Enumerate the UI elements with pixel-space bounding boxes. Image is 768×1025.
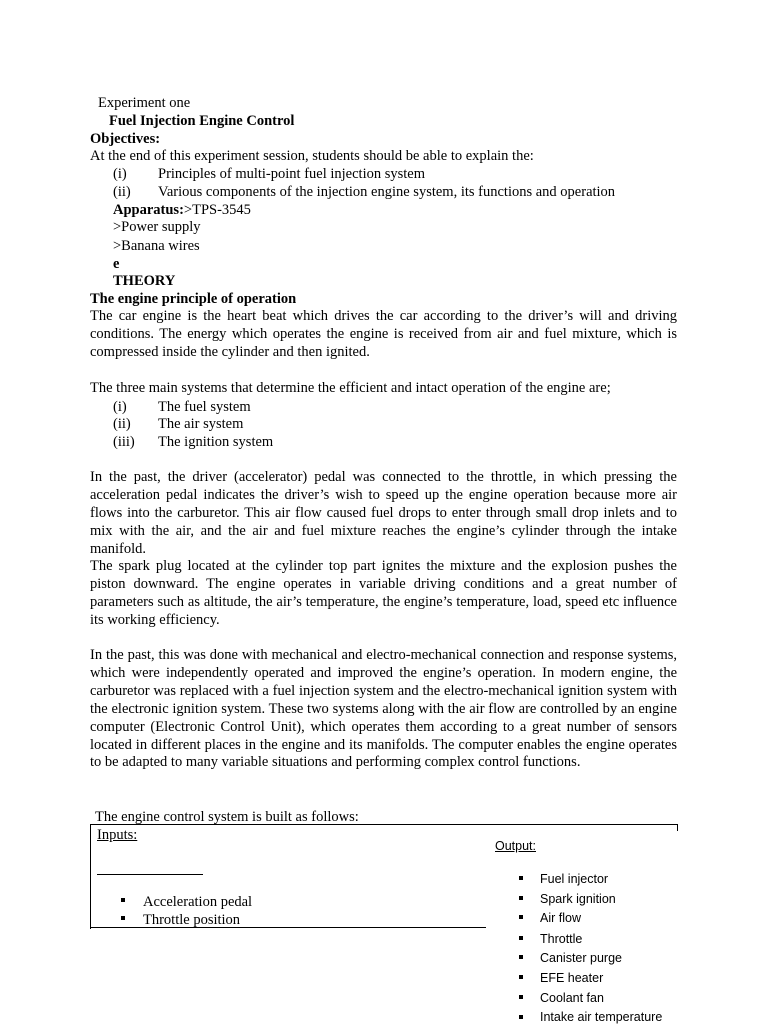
apparatus-label: Apparatus:: [113, 202, 184, 218]
bullet-icon: [519, 876, 523, 880]
control-system-intro: The engine control system is built as follows:: [95, 809, 359, 825]
objective-text: Principles of multi-point fuel injection system: [158, 166, 426, 182]
stray-character: e: [113, 256, 120, 272]
bullet-icon: [519, 915, 523, 919]
system-number: (ii): [113, 416, 131, 432]
objectives-intro: At the end of this experiment session, students should be able to explain the:: [90, 148, 534, 164]
system-text: The air system: [158, 416, 244, 432]
bullet-icon: [519, 936, 523, 940]
bullet-icon: [519, 896, 523, 900]
theory-paragraph-4: The spark plug located at the cylinder top part ignites the mixture and the explosion pushes the piston downward. The engine operates in variable driving conditions and a great number of parameters such as altitude, the air’s temperature, the engine’s temperature, load, speed etc influence its working efficiency.: [90, 558, 677, 628]
bullet-icon: [519, 995, 523, 999]
bullet-icon: [519, 975, 523, 979]
system-text: The fuel system: [158, 399, 251, 415]
experiment-label: Experiment one: [98, 95, 191, 111]
output-item: Spark ignition: [540, 892, 616, 906]
output-item: Intake air temperature: [540, 1010, 663, 1024]
objective-number: (i): [113, 166, 127, 182]
inputs-label: Inputs:: [97, 827, 138, 843]
system-text: The ignition system: [158, 434, 274, 450]
input-item: Acceleration pedal: [143, 894, 253, 910]
objective-number: (ii): [113, 184, 131, 200]
theory-subheading: The engine principle of operation: [90, 291, 297, 307]
system-number: (iii): [113, 434, 135, 450]
objectives-heading: Objectives:: [90, 131, 161, 147]
document-title: Fuel Injection Engine Control: [109, 113, 295, 129]
apparatus-line: [113, 201, 251, 219]
system-number: (i): [113, 399, 127, 415]
inputs-underline: [97, 874, 203, 875]
output-item: Coolant fan: [540, 991, 604, 1005]
output-item: Canister purge: [540, 951, 622, 965]
theory-paragraph-2: The three main systems that determine the efficient and intact operation of the engine are;: [90, 380, 611, 396]
output-item: EFE heater: [540, 971, 604, 985]
box-border-tick: [677, 824, 678, 831]
theory-heading: THEORY: [113, 273, 176, 289]
input-item: Throttle position: [143, 912, 241, 928]
bullet-icon: [519, 955, 523, 959]
bullet-icon: [121, 916, 125, 920]
output-item: Fuel injector: [540, 872, 609, 886]
output-label: Output:: [495, 839, 536, 853]
theory-paragraph-1: The car engine is the heart beat which drives the car according to the driver’s will and driving conditions. The energy which operates the engine is received from air and fuel mixture, which is compressed inside the cylinder and then ignited.: [90, 308, 677, 360]
bullet-icon: [121, 898, 125, 902]
bullet-icon: [519, 1015, 523, 1019]
apparatus-item: >Power supply: [113, 219, 201, 235]
apparatus-item: >Banana wires: [113, 238, 200, 254]
apparatus-first-item: >TPS-3545: [183, 202, 251, 218]
output-item: Air flow: [540, 911, 581, 925]
output-item: Throttle: [540, 932, 583, 946]
theory-paragraph-5: In the past, this was done with mechanical and electro-mechanical connection and response systems, which were independently operated and improved the engine’s operation. In modern engine, the carburetor was replaced with a fuel injection system and the electro-mechanical ignition system with the electronic ignition system. These two systems along with the air flow are controlled by an engine computer (Electronic Control Unit), which operates them according to a great number of sensors located in different places in the engine and its manifolds. The computer enables the engine operates to be adapted to many variable situations and performing complex control functions.: [90, 647, 677, 771]
objective-text: Various components of the injection engine system, its functions and operation: [158, 184, 616, 200]
theory-paragraph-3: In the past, the driver (accelerator) pedal was connected to the throttle, in which pressing the acceleration pedal indicates the driver’s wish to speed up the engine operation because more air flows into the carburetor. This air flow caused fuel drops to enter through small drop inlets and to mix with the air, and the air and fuel mixture reaches the engine’s cylinder through the intake manifold.: [90, 469, 677, 557]
